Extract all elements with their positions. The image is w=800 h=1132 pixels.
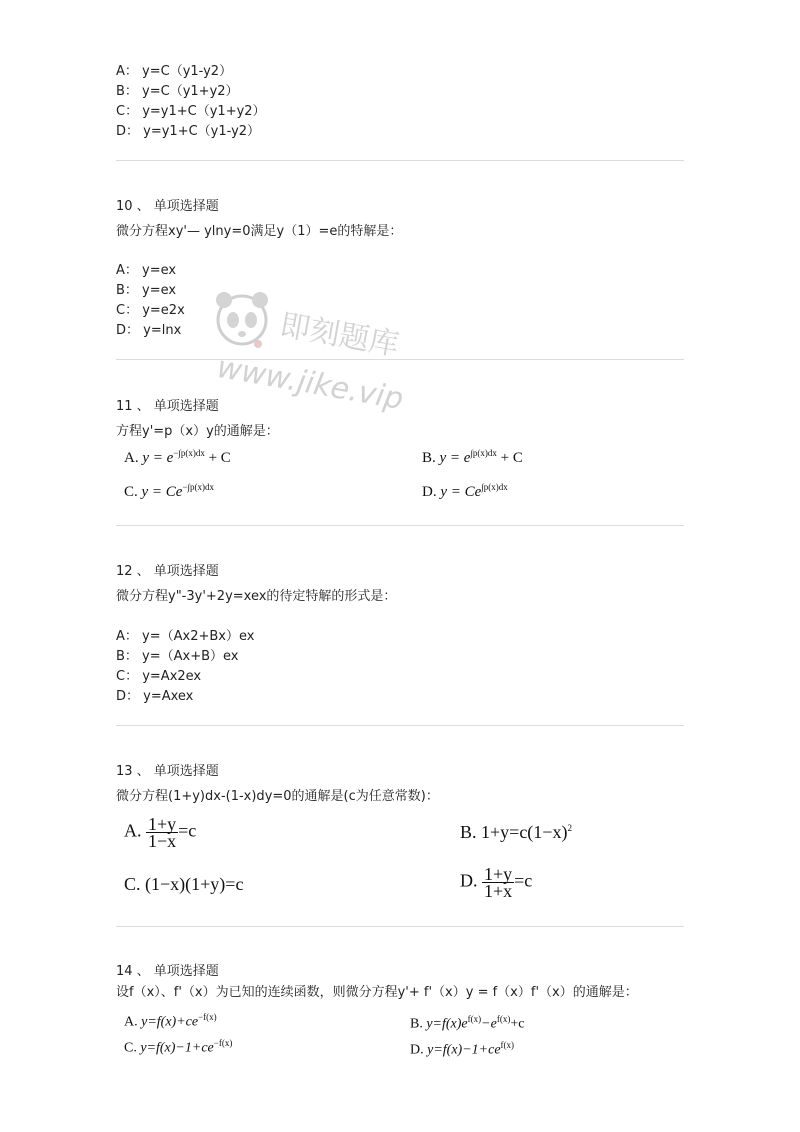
q13-option-c: C. (1−x)(1+y)=c — [124, 874, 244, 894]
q11-option-d: D. $y = Ce^{\int p(x)dx}$ — [422, 482, 508, 500]
q10-option-c: C： y=e2x — [116, 303, 185, 318]
q12-header: 12 、 单项选择题 — [116, 564, 219, 579]
q14-option-d: D. $y=f(x)-1+ce^{f(x)}$ — [410, 1040, 515, 1058]
q10-option-a: A： y=ex — [116, 263, 177, 278]
q13-stem: 微分方程(1+y)dx-(1-x)dy=0的通解是(c为任意常数)： — [116, 789, 439, 804]
q11-option-a: A. $y = e^{-\int p(x)dx} + C$ — [124, 448, 231, 466]
q10-option-b: B： y=ex — [116, 283, 177, 298]
q9-option-c: C： y=y1+C（y1+y2） — [116, 104, 266, 119]
watermark — [212, 280, 422, 430]
q9-option-b: B： y=C（y1+y2） — [116, 84, 239, 99]
q13-option-d: D. $\frac{1+y}{1+x}$ =c — [460, 864, 533, 901]
q13-option-b: B. $1+y=c(1-x)^2$ — [460, 822, 572, 842]
q11-option-b: B. $y = e^{\int p(x)dx} + C$ — [422, 448, 523, 466]
q14-option-b: B. $y=f(x)e^{f(x)}-e^{f(x)}+c$ — [410, 1014, 525, 1032]
watermark-brand: 即刻题库 — [277, 307, 402, 364]
divider — [116, 160, 684, 161]
q12-option-a: A： y=（Ax2+Bx）ex — [116, 629, 255, 644]
q12-option-c: C： y=Ax2ex — [116, 669, 202, 684]
q13-header: 13 、 单项选择题 — [116, 764, 219, 779]
q9-option-a: A： y=C（y1-y2） — [116, 64, 233, 79]
q14-header: 14 、 单项选择题 — [116, 964, 219, 979]
divider — [116, 725, 684, 726]
q14-option-c: C. $y=f(x)-1+ce^{-f(x)}$ — [124, 1038, 233, 1056]
q10-header: 10 、 单项选择题 — [116, 199, 219, 214]
q14-option-a: A. $y=f(x)+ce^{-f(x)}$ — [124, 1012, 217, 1030]
q14-stem: 设f（x）、f'（x）为已知的连续函数，则微分方程y'+ f'（x）y = f（x）f'（x）的通解是： — [116, 985, 638, 1000]
q12-option-d: D： y=Axex — [116, 689, 194, 704]
watermark-url: www.jike.vip — [214, 349, 407, 418]
panda-logo-icon — [212, 286, 272, 356]
divider — [116, 926, 684, 927]
q13-option-a: A. $\frac{1+y}{1-x}$ =c — [124, 814, 197, 851]
q12-option-b: B： y=（Ax+B）ex — [116, 649, 239, 664]
divider — [116, 525, 684, 526]
q11-stem: 方程y'=p（x）y的通解是： — [116, 424, 279, 439]
q10-option-d: D： y=lnx — [116, 323, 182, 338]
q10-stem: 微分方程xy'— ylny=0满足y（1）=e的特解是： — [116, 224, 403, 239]
q12-stem: 微分方程y"-3y'+2y=xex的待定特解的形式是： — [116, 589, 397, 604]
q11-header: 11 、 单项选择题 — [116, 399, 219, 414]
q9-option-d: D： y=y1+C（y1-y2） — [116, 124, 261, 139]
q11-option-c: C. $y = Ce^{-\int p(x)dx}$ — [124, 482, 215, 500]
